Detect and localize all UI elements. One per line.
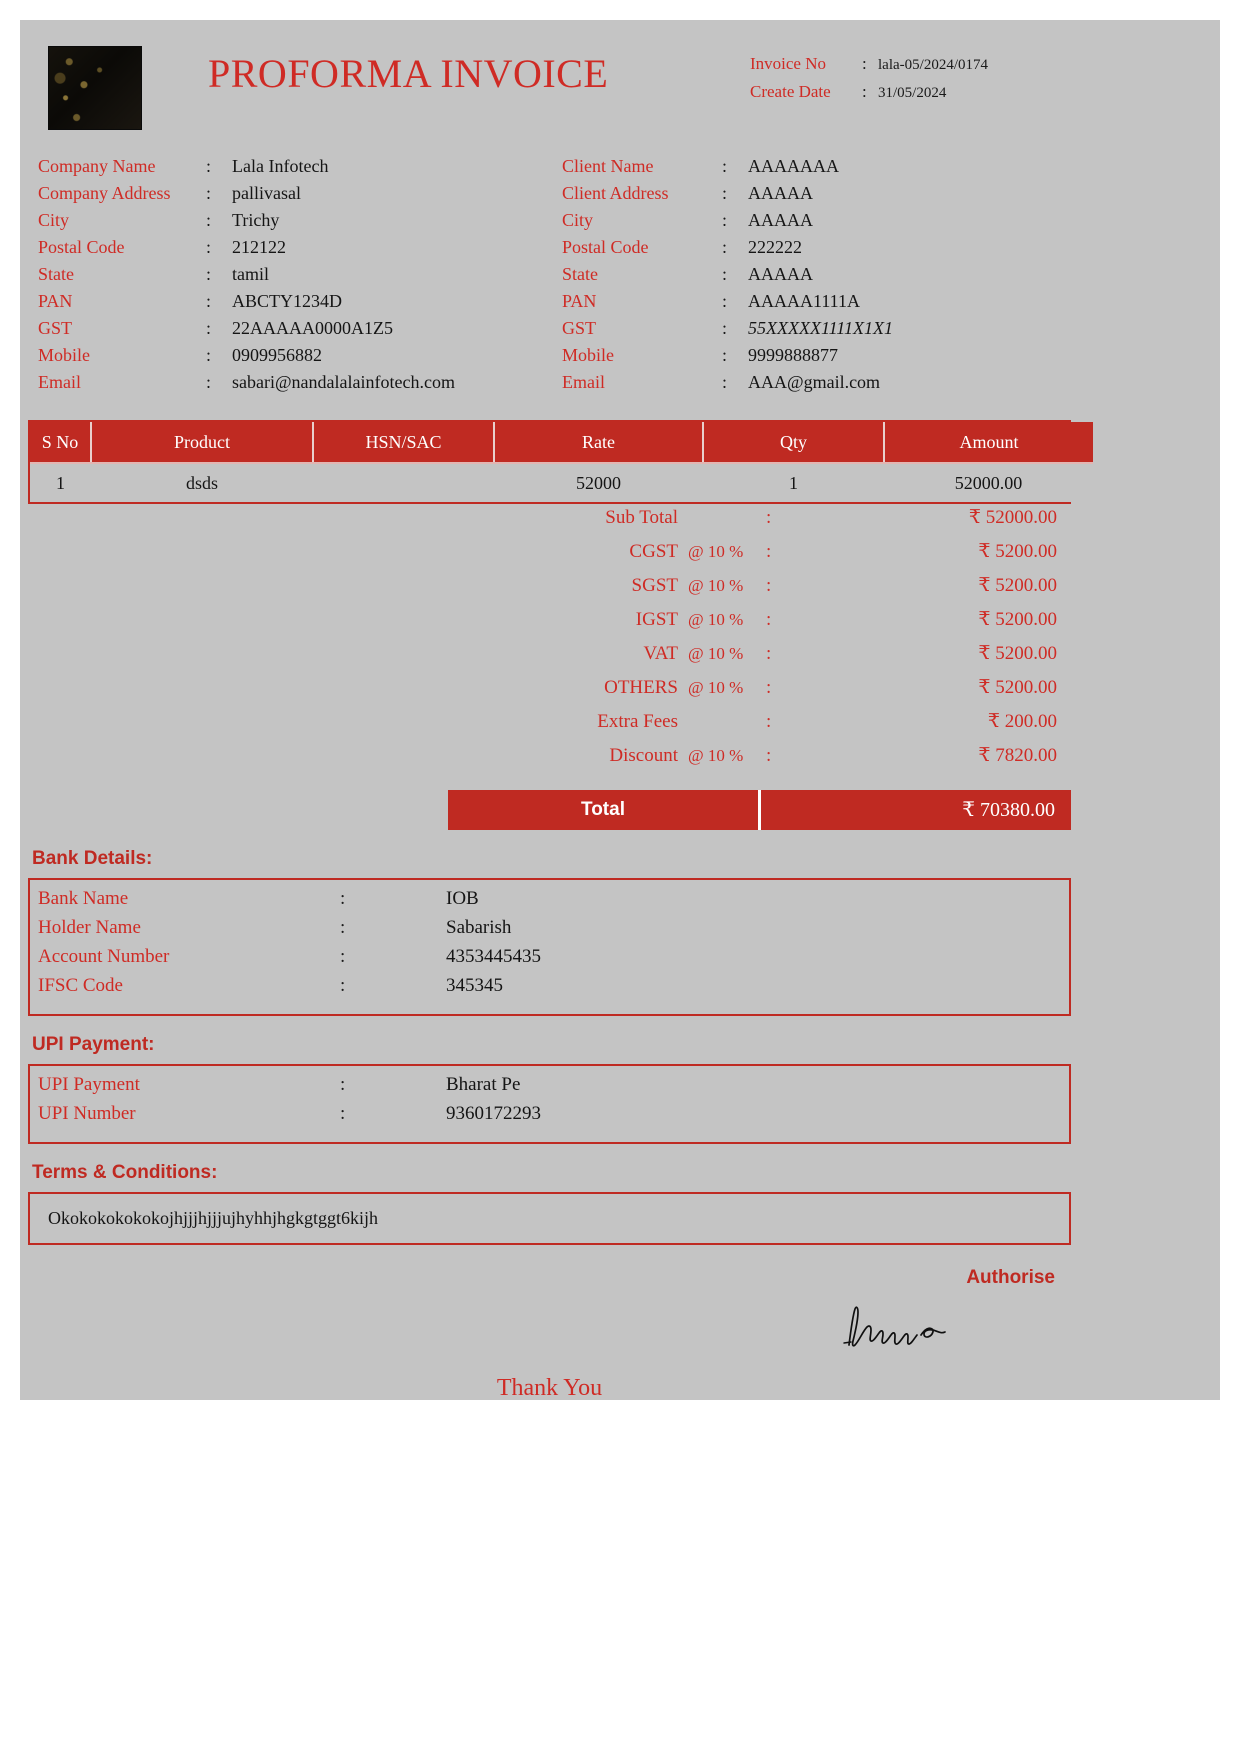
colon: : <box>206 291 212 311</box>
igst-rate: @ 10 % <box>688 610 744 629</box>
signature-area <box>28 1289 1071 1359</box>
invoice-page <box>20 20 1220 1400</box>
colon: : <box>340 888 346 909</box>
signature-image <box>841 1299 961 1356</box>
company-email-label: Email <box>38 372 81 392</box>
subtotal-amount: ₹ 52000.00 <box>968 507 1057 528</box>
colon: : <box>340 917 346 938</box>
upi-payment-row <box>30 1074 1069 1103</box>
column-header-hsn: HSN/SAC <box>313 422 494 463</box>
ifsc-code-value: 345345 <box>446 975 503 996</box>
detail-row <box>38 372 558 399</box>
upi-payment-title: UPI Payment: <box>32 1034 155 1055</box>
cgst-amount: ₹ 5200.00 <box>978 541 1057 562</box>
cell-rate: 52000 <box>494 463 703 502</box>
upi-payment-value: Bharat Pe <box>446 1074 521 1095</box>
detail-row <box>562 210 1022 237</box>
thank-you-message: Thank You <box>496 1375 603 1401</box>
company-email-value: sabari@nandalalainfotech.com <box>232 372 455 392</box>
discount-label: Discount <box>609 745 678 766</box>
upi-payment-label: UPI Payment <box>38 1074 140 1095</box>
company-mobile-value: 0909956882 <box>232 345 322 365</box>
colon: : <box>206 372 212 392</box>
vat-rate: @ 10 % <box>688 644 744 663</box>
authorise-label: Authorise <box>966 1267 1055 1288</box>
summary-row-vat <box>28 642 1071 676</box>
column-header-qty: Qty <box>703 422 884 463</box>
company-state-value: tamil <box>232 264 269 284</box>
grand-total-amount: ₹ 70380.00 <box>761 790 1071 830</box>
colon: : <box>766 677 772 698</box>
upi-number-value: 9360172293 <box>446 1103 541 1124</box>
items-table <box>28 420 1071 504</box>
colon: : <box>722 264 728 284</box>
client-state-value: AAAAA <box>748 264 813 284</box>
company-postal-label: Postal Code <box>38 237 125 257</box>
sgst-amount: ₹ 5200.00 <box>978 575 1057 596</box>
cgst-label: CGST <box>629 541 678 562</box>
client-details <box>562 156 1022 399</box>
account-number-value: 4353445435 <box>446 946 541 967</box>
colon: : <box>206 264 212 284</box>
company-name-label: Company Name <box>38 156 156 176</box>
column-header-rate: Rate <box>494 422 703 463</box>
company-logo-image <box>48 46 142 130</box>
others-label: OTHERS <box>604 677 678 698</box>
others-rate: @ 10 % <box>688 678 744 697</box>
client-mobile-label: Mobile <box>562 345 614 365</box>
company-name-value: Lala Infotech <box>232 156 329 176</box>
colon: : <box>766 541 772 562</box>
bank-name-label: Bank Name <box>38 888 129 909</box>
client-postal-value: 222222 <box>748 237 802 257</box>
colon: : <box>722 345 728 365</box>
colon: : <box>766 609 772 630</box>
client-mobile-value: 9999888877 <box>748 345 838 365</box>
colon: : <box>206 183 212 203</box>
upi-number-label: UPI Number <box>38 1103 136 1124</box>
sgst-label: SGST <box>631 575 678 596</box>
summary-row-igst <box>28 608 1071 642</box>
account-number-row <box>30 946 1069 975</box>
detail-row <box>562 318 1022 345</box>
colon: : <box>766 745 772 766</box>
client-email-value: AAA@gmail.com <box>748 372 881 392</box>
upi-number-row <box>30 1103 1069 1132</box>
detail-row <box>562 156 1022 183</box>
colon: : <box>722 156 728 176</box>
client-name-label: Client Name <box>562 156 654 176</box>
cgst-rate: @ 10 % <box>688 542 744 561</box>
terms-conditions-title: Terms & Conditions: <box>32 1162 218 1183</box>
colon: : <box>722 183 728 203</box>
client-address-label: Client Address <box>562 183 669 203</box>
company-address-label: Company Address <box>38 183 171 203</box>
invoice-number-label: Invoice No <box>750 54 827 73</box>
upi-payment-box <box>28 1064 1071 1144</box>
cell-hsn <box>313 463 494 502</box>
totals-summary <box>28 506 1071 830</box>
colon: : <box>722 372 728 392</box>
client-pan-value: AAAAA1111A <box>748 291 860 311</box>
bank-name-value: IOB <box>446 888 479 909</box>
vat-label: VAT <box>643 643 678 664</box>
company-address-value: pallivasal <box>232 183 301 203</box>
cell-amount: 52000.00 <box>884 463 1093 502</box>
holder-name-row <box>30 917 1069 946</box>
summary-row-sgst <box>28 574 1071 608</box>
discount-rate: @ 10 % <box>688 746 744 765</box>
colon: : <box>206 237 212 257</box>
company-gst-value: 22AAAAA0000A1Z5 <box>232 318 393 338</box>
company-details <box>38 156 558 399</box>
colon: : <box>206 345 212 365</box>
client-state-label: State <box>562 264 598 284</box>
company-state-label: State <box>38 264 74 284</box>
detail-row <box>562 183 1022 210</box>
table-header-row <box>30 422 1093 463</box>
detail-row <box>38 210 558 237</box>
summary-row-cgst <box>28 540 1071 574</box>
colon: : <box>766 507 772 528</box>
create-date-colon: : <box>862 82 867 101</box>
igst-amount: ₹ 5200.00 <box>978 609 1057 630</box>
company-city-label: City <box>38 210 70 230</box>
colon: : <box>206 318 212 338</box>
client-email-label: Email <box>562 372 605 392</box>
detail-row <box>38 345 558 372</box>
column-header-amount: Amount <box>884 422 1093 463</box>
invoice-number-colon: : <box>862 54 867 73</box>
summary-row-subtotal <box>28 506 1071 540</box>
account-number-label: Account Number <box>38 946 170 967</box>
detail-row <box>562 291 1022 318</box>
company-city-value: Trichy <box>232 210 280 230</box>
client-gst-label: GST <box>562 318 597 338</box>
others-amount: ₹ 5200.00 <box>978 677 1057 698</box>
client-address-value: AAAAA <box>748 183 813 203</box>
colon: : <box>722 237 728 257</box>
holder-name-value: Sabarish <box>446 917 512 938</box>
sgst-rate: @ 10 % <box>688 576 744 595</box>
client-gst-value: 55XXXXX1111X1X1 <box>748 318 893 338</box>
company-pan-value: ABCTY1234D <box>232 291 343 311</box>
colon: : <box>206 210 212 230</box>
grand-total-label: Total <box>448 790 761 830</box>
company-postal-value: 212122 <box>232 237 286 257</box>
table-row <box>30 463 1093 502</box>
parties-section <box>28 156 1112 406</box>
vat-amount: ₹ 5200.00 <box>978 643 1057 664</box>
invoice-meta <box>750 54 1070 110</box>
bank-name-row <box>30 888 1069 917</box>
bank-details-box <box>28 878 1071 1016</box>
colon: : <box>766 711 772 732</box>
cell-product: dsds <box>91 463 313 502</box>
terms-conditions-text: Okokokokokokojhjjjhjjjujhyhhjhgkgtggt6kijh <box>28 1192 1071 1245</box>
colon: : <box>722 318 728 338</box>
client-city-value: AAAAA <box>748 210 813 230</box>
column-header-product: Product <box>91 422 313 463</box>
create-date-value: 31/05/2024 <box>878 85 947 101</box>
client-pan-label: PAN <box>562 291 597 311</box>
client-name-value: AAAAAAA <box>748 156 839 176</box>
create-date-label: Create Date <box>750 82 831 101</box>
company-gst-label: GST <box>38 318 73 338</box>
detail-row <box>38 291 558 318</box>
discount-amount: ₹ 7820.00 <box>978 745 1057 766</box>
holder-name-label: Holder Name <box>38 917 141 938</box>
colon: : <box>340 946 346 967</box>
detail-row <box>38 237 558 264</box>
colon: : <box>340 975 346 996</box>
column-header-sno: S No <box>30 422 91 463</box>
detail-row <box>38 264 558 291</box>
bank-details-title: Bank Details: <box>32 848 153 869</box>
colon: : <box>340 1074 346 1095</box>
detail-row <box>562 345 1022 372</box>
detail-row <box>38 156 558 183</box>
detail-row <box>562 372 1022 399</box>
colon: : <box>722 291 728 311</box>
invoice-header <box>28 28 1112 138</box>
grand-total-row <box>448 790 1071 830</box>
colon: : <box>340 1103 346 1124</box>
summary-row-others <box>28 676 1071 710</box>
extra-fees-label: Extra Fees <box>597 711 678 732</box>
page-title: PROFORMA INVOICE <box>208 51 609 96</box>
company-mobile-label: Mobile <box>38 345 90 365</box>
subtotal-label: Sub Total <box>605 507 678 528</box>
detail-row <box>562 237 1022 264</box>
detail-row <box>38 183 558 210</box>
client-postal-label: Postal Code <box>562 237 649 257</box>
extra-fees-amount: ₹ 200.00 <box>987 711 1057 732</box>
summary-row-discount <box>28 744 1071 778</box>
invoice-number-value: lala-05/2024/0174 <box>878 57 988 73</box>
summary-row-extra-fees <box>28 710 1071 744</box>
detail-row <box>562 264 1022 291</box>
create-date-row <box>750 82 1070 102</box>
cell-qty: 1 <box>703 463 884 502</box>
cell-sno: 1 <box>30 463 91 502</box>
client-city-label: City <box>562 210 594 230</box>
igst-label: IGST <box>635 609 678 630</box>
colon: : <box>206 156 212 176</box>
detail-row <box>38 318 558 345</box>
colon: : <box>766 643 772 664</box>
ifsc-code-row <box>30 975 1069 1004</box>
colon: : <box>722 210 728 230</box>
ifsc-code-label: IFSC Code <box>38 975 123 996</box>
colon: : <box>766 575 772 596</box>
invoice-number-row <box>750 54 1070 74</box>
company-pan-label: PAN <box>38 291 73 311</box>
